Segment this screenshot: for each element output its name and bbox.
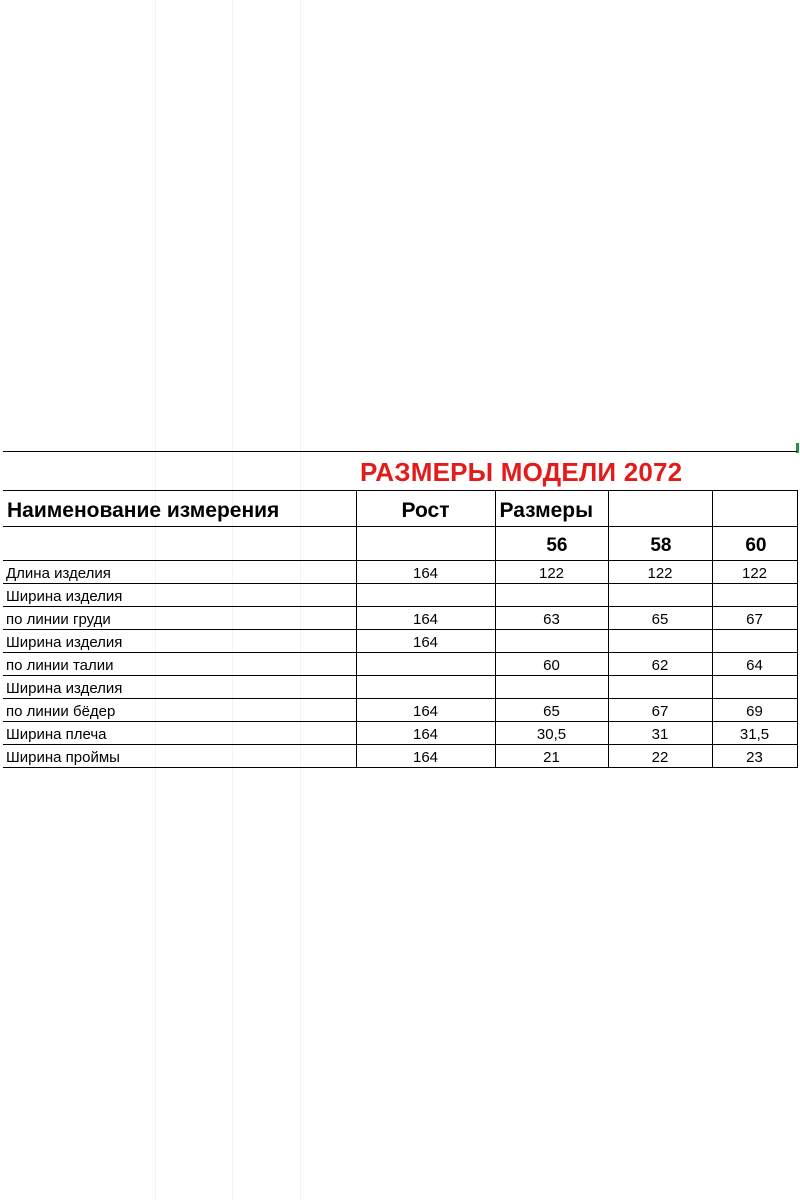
row-value-58 (608, 676, 712, 699)
row-height: 164 (356, 722, 495, 745)
header-empty-cell (608, 491, 712, 527)
row-value-60 (712, 630, 797, 653)
row-height: 164 (356, 745, 495, 768)
title-row (3, 452, 797, 491)
row-value-56: 21 (495, 745, 608, 768)
size-58: 58 (608, 527, 712, 561)
row-value-56: 65 (495, 699, 608, 722)
row-value-60: 23 (712, 745, 797, 768)
header-row (3, 491, 797, 527)
title-spacer-cell (3, 452, 356, 491)
row-label: по линии бёдер (3, 699, 356, 722)
header-height: Рост (356, 491, 495, 527)
row-label: Ширина изделия (3, 630, 356, 653)
row-value-56 (495, 676, 608, 699)
size-row-empty-cell (356, 527, 495, 561)
table-row (3, 584, 797, 607)
row-label: Ширина проймы (3, 745, 356, 768)
title-cell (356, 452, 797, 491)
row-value-56: 63 (495, 607, 608, 630)
header-sizes: Размеры (495, 491, 608, 527)
row-value-58: 22 (608, 745, 712, 768)
row-height: 164 (356, 699, 495, 722)
table-row (3, 676, 797, 699)
table-title: РАЗМЕРЫ МОДЕЛИ 2072 (360, 457, 683, 487)
table-row (3, 722, 797, 745)
row-value-60 (712, 676, 797, 699)
row-label: Ширина плеча (3, 722, 356, 745)
row-value-60: 69 (712, 699, 797, 722)
row-label: по линии талии (3, 653, 356, 676)
table-row (3, 561, 797, 584)
table-row (3, 607, 797, 630)
row-height: 164 (356, 630, 495, 653)
row-value-58 (608, 630, 712, 653)
row-value-58: 62 (608, 653, 712, 676)
row-value-60 (712, 584, 797, 607)
row-label: Ширина изделия (3, 676, 356, 699)
size-60: 60 (712, 527, 797, 561)
row-value-58: 67 (608, 699, 712, 722)
row-value-58 (608, 584, 712, 607)
row-value-56: 30,5 (495, 722, 608, 745)
row-value-56 (495, 630, 608, 653)
table-row (3, 653, 797, 676)
row-height: 164 (356, 561, 495, 584)
header-name: Наименование измерения (3, 491, 356, 527)
row-value-60: 67 (712, 607, 797, 630)
row-value-56 (495, 584, 608, 607)
size-chart-table (3, 451, 798, 768)
row-height: 164 (356, 607, 495, 630)
table-row (3, 745, 797, 768)
row-height (356, 653, 495, 676)
row-height (356, 676, 495, 699)
row-value-60: 31,5 (712, 722, 797, 745)
row-value-60: 64 (712, 653, 797, 676)
row-label: по линии груди (3, 607, 356, 630)
size-row (3, 527, 797, 561)
row-value-58: 122 (608, 561, 712, 584)
header-empty-cell (712, 491, 797, 527)
table-row (3, 630, 797, 653)
row-value-60: 122 (712, 561, 797, 584)
row-height (356, 584, 495, 607)
row-value-56: 122 (495, 561, 608, 584)
row-value-56: 60 (495, 653, 608, 676)
size-56: 56 (495, 527, 608, 561)
size-row-empty-cell (3, 527, 356, 561)
row-value-58: 31 (608, 722, 712, 745)
row-label: Длина изделия (3, 561, 356, 584)
row-value-58: 65 (608, 607, 712, 630)
row-label: Ширина изделия (3, 584, 356, 607)
table-row (3, 699, 797, 722)
